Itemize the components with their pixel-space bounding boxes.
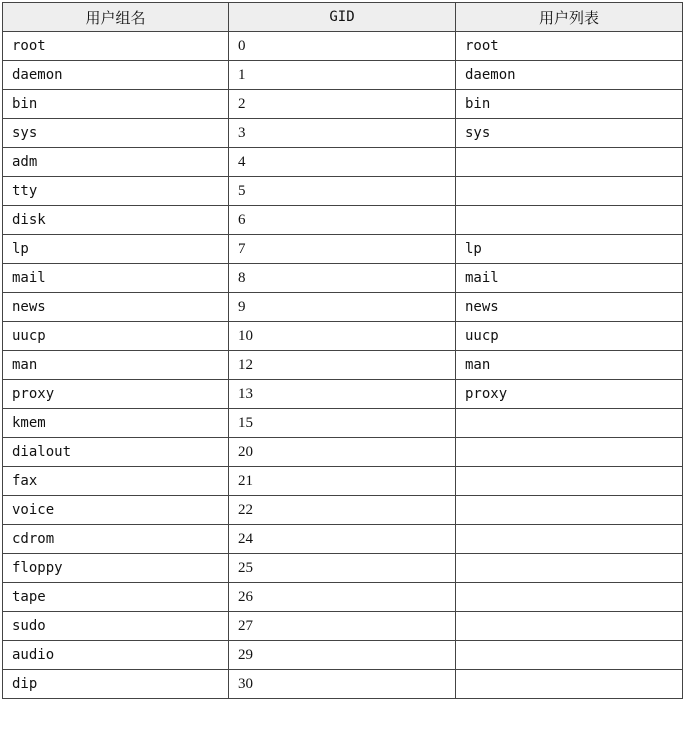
table-row <box>3 380 683 409</box>
group-name-cell: fax <box>3 467 229 496</box>
group-name-cell: mail <box>3 264 229 293</box>
user-list-cell: news <box>456 293 683 322</box>
gid-cell: 27 <box>229 612 456 641</box>
table-row <box>3 409 683 438</box>
header-gid: GID <box>229 3 456 32</box>
table-row <box>3 322 683 351</box>
gid-cell: 15 <box>229 409 456 438</box>
group-table-container <box>2 2 683 699</box>
group-name-cell: adm <box>3 148 229 177</box>
table-row <box>3 554 683 583</box>
group-name-cell: audio <box>3 641 229 670</box>
user-list-cell <box>456 177 683 206</box>
gid-cell: 26 <box>229 583 456 612</box>
table-row <box>3 293 683 322</box>
user-list-cell: mail <box>456 264 683 293</box>
user-list-cell <box>456 496 683 525</box>
gid-cell: 25 <box>229 554 456 583</box>
gid-cell: 29 <box>229 641 456 670</box>
table-row <box>3 670 683 699</box>
user-list-cell <box>456 554 683 583</box>
gid-cell: 0 <box>229 32 456 61</box>
user-list-cell: daemon <box>456 61 683 90</box>
user-list-cell <box>456 206 683 235</box>
table-row <box>3 612 683 641</box>
user-list-cell <box>456 467 683 496</box>
group-name-cell: tty <box>3 177 229 206</box>
gid-cell: 22 <box>229 496 456 525</box>
header-user-list: 用户列表 <box>456 3 683 32</box>
group-table <box>2 2 683 699</box>
user-list-cell: root <box>456 32 683 61</box>
gid-cell: 8 <box>229 264 456 293</box>
user-list-cell: man <box>456 351 683 380</box>
table-row <box>3 496 683 525</box>
table-row <box>3 351 683 380</box>
gid-cell: 5 <box>229 177 456 206</box>
table-row <box>3 90 683 119</box>
table-row <box>3 206 683 235</box>
header-group-name: 用户组名 <box>3 3 229 32</box>
user-list-cell: proxy <box>456 380 683 409</box>
table-row <box>3 641 683 670</box>
group-name-cell: daemon <box>3 61 229 90</box>
group-name-cell: lp <box>3 235 229 264</box>
gid-cell: 4 <box>229 148 456 177</box>
table-row <box>3 264 683 293</box>
user-list-cell <box>456 670 683 699</box>
table-row <box>3 525 683 554</box>
group-name-cell: man <box>3 351 229 380</box>
gid-cell: 6 <box>229 206 456 235</box>
group-name-cell: bin <box>3 90 229 119</box>
group-name-cell: dialout <box>3 438 229 467</box>
gid-cell: 10 <box>229 322 456 351</box>
group-name-cell: cdrom <box>3 525 229 554</box>
group-name-cell: proxy <box>3 380 229 409</box>
group-name-cell: kmem <box>3 409 229 438</box>
user-list-cell: bin <box>456 90 683 119</box>
user-list-cell <box>456 438 683 467</box>
gid-cell: 20 <box>229 438 456 467</box>
gid-cell: 30 <box>229 670 456 699</box>
user-list-cell <box>456 409 683 438</box>
user-list-cell <box>456 583 683 612</box>
gid-cell: 3 <box>229 119 456 148</box>
table-row <box>3 177 683 206</box>
group-name-cell: sudo <box>3 612 229 641</box>
user-list-cell: lp <box>456 235 683 264</box>
group-name-cell: voice <box>3 496 229 525</box>
group-name-cell: disk <box>3 206 229 235</box>
gid-cell: 1 <box>229 61 456 90</box>
table-header <box>3 3 683 32</box>
table-row <box>3 119 683 148</box>
user-list-cell <box>456 148 683 177</box>
table-row <box>3 235 683 264</box>
table-row <box>3 148 683 177</box>
group-name-cell: floppy <box>3 554 229 583</box>
gid-cell: 9 <box>229 293 456 322</box>
table-row <box>3 583 683 612</box>
gid-cell: 2 <box>229 90 456 119</box>
table-row <box>3 438 683 467</box>
user-list-cell: sys <box>456 119 683 148</box>
table-body <box>3 32 683 699</box>
user-list-cell <box>456 641 683 670</box>
gid-cell: 24 <box>229 525 456 554</box>
table-row <box>3 467 683 496</box>
gid-cell: 12 <box>229 351 456 380</box>
gid-cell: 13 <box>229 380 456 409</box>
user-list-cell: uucp <box>456 322 683 351</box>
group-name-cell: dip <box>3 670 229 699</box>
group-name-cell: root <box>3 32 229 61</box>
header-row <box>3 3 683 32</box>
group-name-cell: uucp <box>3 322 229 351</box>
group-name-cell: sys <box>3 119 229 148</box>
gid-cell: 7 <box>229 235 456 264</box>
user-list-cell <box>456 612 683 641</box>
group-name-cell: tape <box>3 583 229 612</box>
table-row <box>3 61 683 90</box>
table-row <box>3 32 683 61</box>
user-list-cell <box>456 525 683 554</box>
group-name-cell: news <box>3 293 229 322</box>
gid-cell: 21 <box>229 467 456 496</box>
